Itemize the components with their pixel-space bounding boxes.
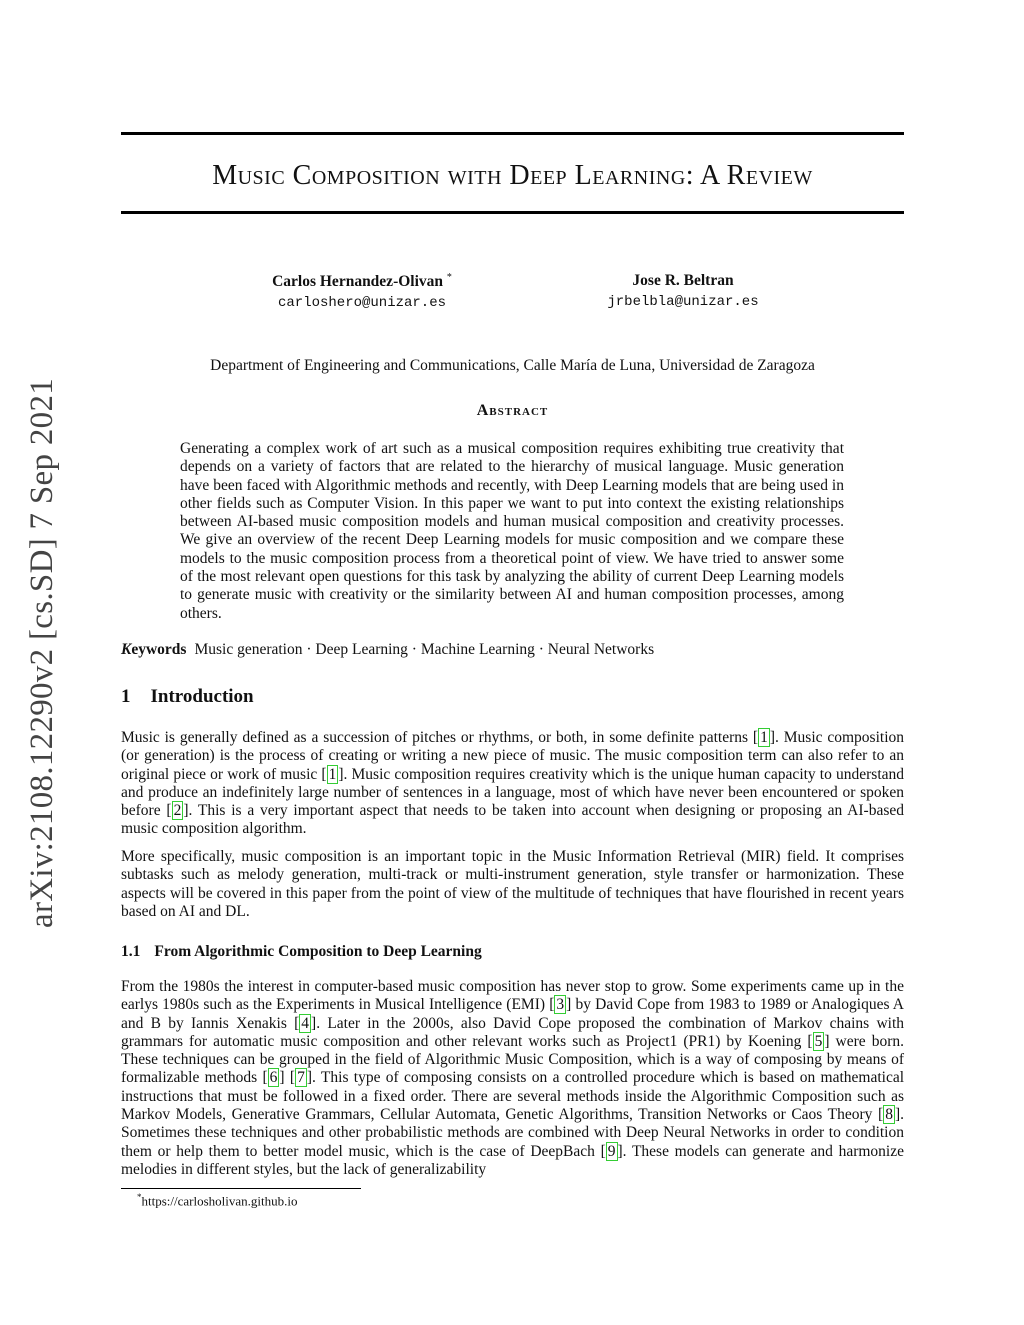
footnote-link[interactable]: https://carlosholivan.github.io [141,1193,298,1209]
citation-link[interactable]: 1 [328,765,337,783]
author-footnote-marker: * [446,272,452,283]
title-rule-bottom [121,211,904,214]
subsection-number: 1.1 [121,943,141,960]
footnote-rule [121,1188,361,1189]
intro-paragraph-2: More specifically, music composition is an important topic in the Music Information Retrieval (MIR) field. It comprises subtasks such as melody generation, multi-track or multi-instrument generation, style transfer or harmonization. These aspects will be covered in this paper from the point of view of the multitude of techniques that have flourished in recent years based on AI and DL. [121,848,904,920]
subsection-heading [121,943,482,961]
author-email[interactable]: carloshero@unizar.es [277,295,447,312]
section-heading-introduction [121,686,254,708]
arxiv-identifier: arXiv:2108.12290v2 [cs.SD] 7 Sep 2021 [24,377,60,928]
citation-link[interactable]: 5 [814,1032,823,1050]
keywords-label: Keywords [121,641,187,658]
author-name: Jose R. Beltran [632,272,734,289]
citation-link[interactable]: 9 [607,1142,616,1160]
section-title: Introduction [150,686,254,707]
citation-link[interactable]: 3 [556,996,565,1014]
citation-link[interactable]: 6 [269,1069,278,1087]
citation-link[interactable]: 8 [885,1106,893,1124]
subsection-paragraph-1: From the 1980s the interest in computer-based music composition has never stop to grow. Some experiments came up in the earlys 1980s such as the Experiments in Musical Intelligence (EMI) [ 3 ] by David Cope from 1983 to 1989 or Analogiques A and B by Iannis Xenakis [ 4 ]. Later in the 2000s, also David Cope proposed the combination of Markov chains with grammars for automatic music composition and other relevant works such as Project1 (PR1) by Koening [ 5 ] were born. These techniques can be grouped in the field of Algorithmic Music Composition, which is a way of composing by means of formalizable methods [ 6 ] [ 7 ]. This type of composing consists on a controlled procedure which is based on mathematical instructions that must be followed in a fixed order. There are several methods inside the Algorithmic Composition such as Markov Models, Generative Grammars, Cellular Automata, Genetic Algorithms, Transition Networks or Caos Theory [ 8 ]. Sometimes these techniques and other probabilistic methods are combined with Deep Neural Networks in order to condition them or help them to better model music, which is the case of DeepBach [ 9 ]. These models can generate and harmonize melodies in different styles, but the lack of generalizability [121,978,905,1178]
citation-link[interactable]: 2 [173,802,182,820]
paper-title: Music Composition with Deep Learning: A Review [212,160,813,191]
subsection-title: From Algorithmic Composition to Deep Learning [154,943,482,960]
citation-link[interactable]: 7 [297,1069,305,1087]
keywords-list: Music generation · Deep Learning · Machine Learning · Neural Networks [194,641,655,658]
author-1 [230,272,494,311]
author-2 [560,272,806,310]
abstract-heading: Abstract [476,402,549,419]
keywords [121,641,904,659]
intro-paragraph-1: Music is generally defined as a succession of pitches or rhythms, or both, in some definite patterns [ 1 ]. Music composition (or generation) is the process of creating or writing a new piece of music. The music composition term can also refer to an original piece or work of music [ 1 ]. Music composition requires creativity which is the unique human capacity to understand and produce an indefinitely large number of sentences in a language, most of which have never been encountered or spoken before [ 2 ]. This is a very important aspect that needs to be taken into account when designing or proposing an AI-based music composition algorithm. [121,729,905,838]
author-email[interactable]: jrbelbla@unizar.es [607,294,759,310]
citation-link[interactable]: 1 [760,729,768,746]
footnote [137,1192,298,1209]
abstract-text: Generating a complex work of art such as a musical composition requires exhibiting true creativity that depends on a variety of factors that are related to the hierarchy of musical language. Music generation have been faced with Algorithmic methods and recently, with Deep Learning models that are being used in other fields such as Computer Vision. In this paper we want to put into context the existing relationships between AI-based music composition models and human musical composition and creativity processes. We give an overview of the recent Deep Learning models for music composition and we compare these models to the music composition process from a theoretical point of view. We have tried to answer some of the most relevant open questions for this task by analyzing the ability of current Deep Learning models to generate music with creativity or the similarity between AI and human composition processes, among others. [180,440,844,622]
affiliation: Department of Engineering and Communications, Calle María de Luna, Universidad de Zaragoza [210,357,815,374]
author-name: Carlos Hernandez-Olivan * [272,272,452,291]
citation-link[interactable]: 4 [301,1014,310,1032]
footnote-marker: * [137,1192,142,1202]
section-number: 1 [121,686,131,707]
title-rule-top [121,132,904,135]
